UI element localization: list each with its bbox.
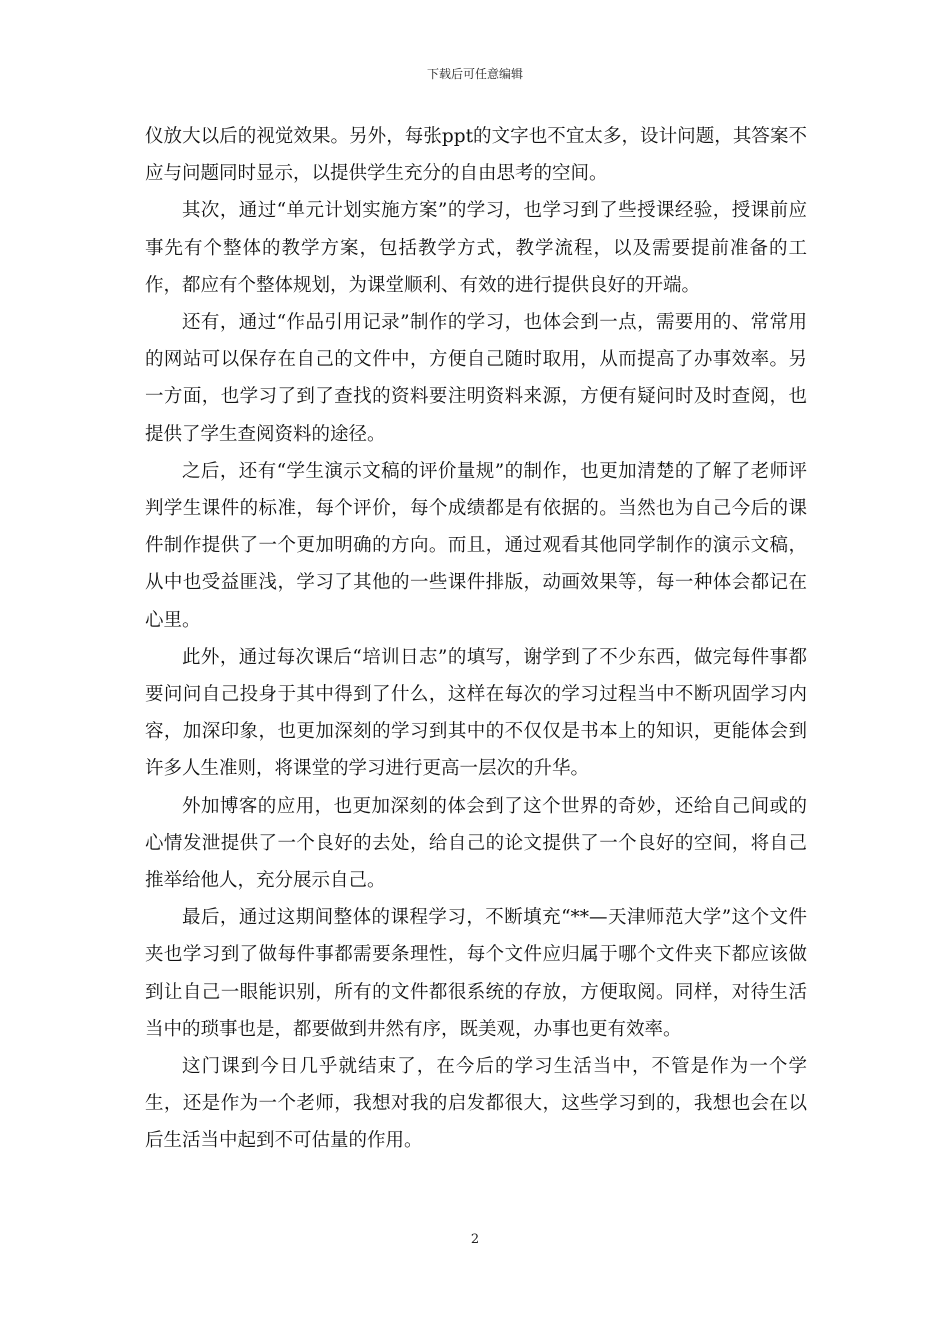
paragraph: 其次，通过“单元计划实施方案”的学习，也学习到了些授课经验，授课前应事先有个整体的教学方案，包括教学方式，教学流程，以及需要提前准备的工作，都应有个整体规划，为课堂顺利、有效的进行提供良好的开端。	[145, 200, 807, 296]
paragraph-continued: 仪放大以后的视觉效果。另外，每张ppt的文字也不宜太多，设计问题，其答案不应与问题同时显示，以提供学生充分的自由思考的空间。	[145, 126, 807, 185]
page-header: 下载后可任意编辑	[426, 67, 523, 81]
paragraph: 这门课到今日几乎就结束了，在今后的学习生活当中，不管是作为一个学生，还是作为一个老师，我想对我的启发都很大，这些学习到的，我想也会在以后生活当中起到不可估量的作用。	[145, 1056, 807, 1152]
paragraph: 还有，通过“作品引用记录”制作的学习，也体会到一点，需要用的、常常用的网站可以保存在自己的文件中，方便自己随时取用，从而提高了办事效率。另一方面，也学习了到了查找的资料要注明资料来源，方便有疑问时及时查阅，也提供了学生查阅资料的途径。	[145, 312, 807, 445]
document-body	[145, 118, 807, 1160]
page-number: 2	[470, 1232, 480, 1247]
paragraph: 之后，还有“学生演示文稿的评价量规”的制作，也更加清楚的了解了老师评判学生课件的标准，每个评价，每个成绩都是有依据的。当然也为自己今后的课件制作提供了一个更加明确的方向。而且，通过观看其他同学制作的演示文稿，从中也受益匪浅，学习了其他的一些课件排版，动画效果等，每一种体会都记在心里。	[145, 460, 807, 631]
paragraph: 外加博客的应用，也更加深刻的体会到了这个世界的奇妙，还给自己间或的心情发泄提供了一个良好的去处，给自己的论文提供了一个良好的空间，将自己推举给他人，充分展示自己。	[145, 795, 807, 892]
paragraph: 此外，通过每次课后“培训日志”的填写，谢学到了不少东西，做完每件事都要问问自己投身于其中得到了什么，这样在每次的学习过程当中不断巩固学习内容，加深印象，也更加深刻的学习到其中的不仅仅是书本上的知识，更能体会到许多人生准则，将课堂的学习进行更高一层次的升华。	[145, 646, 807, 780]
paragraph: 最后，通过这期间整体的课程学习，不断填充“**—天津师范大学”这个文件夹也学习到了做每件事都需要条理性，每个文件应归属于哪个文件夹下都应该做到让自己一眼能识别，所有的文件都很系统的存放，方便取阅。同样，对待生活当中的琐事也是，都要做到井然有序，既美观，办事也更有效率。	[145, 907, 807, 1040]
